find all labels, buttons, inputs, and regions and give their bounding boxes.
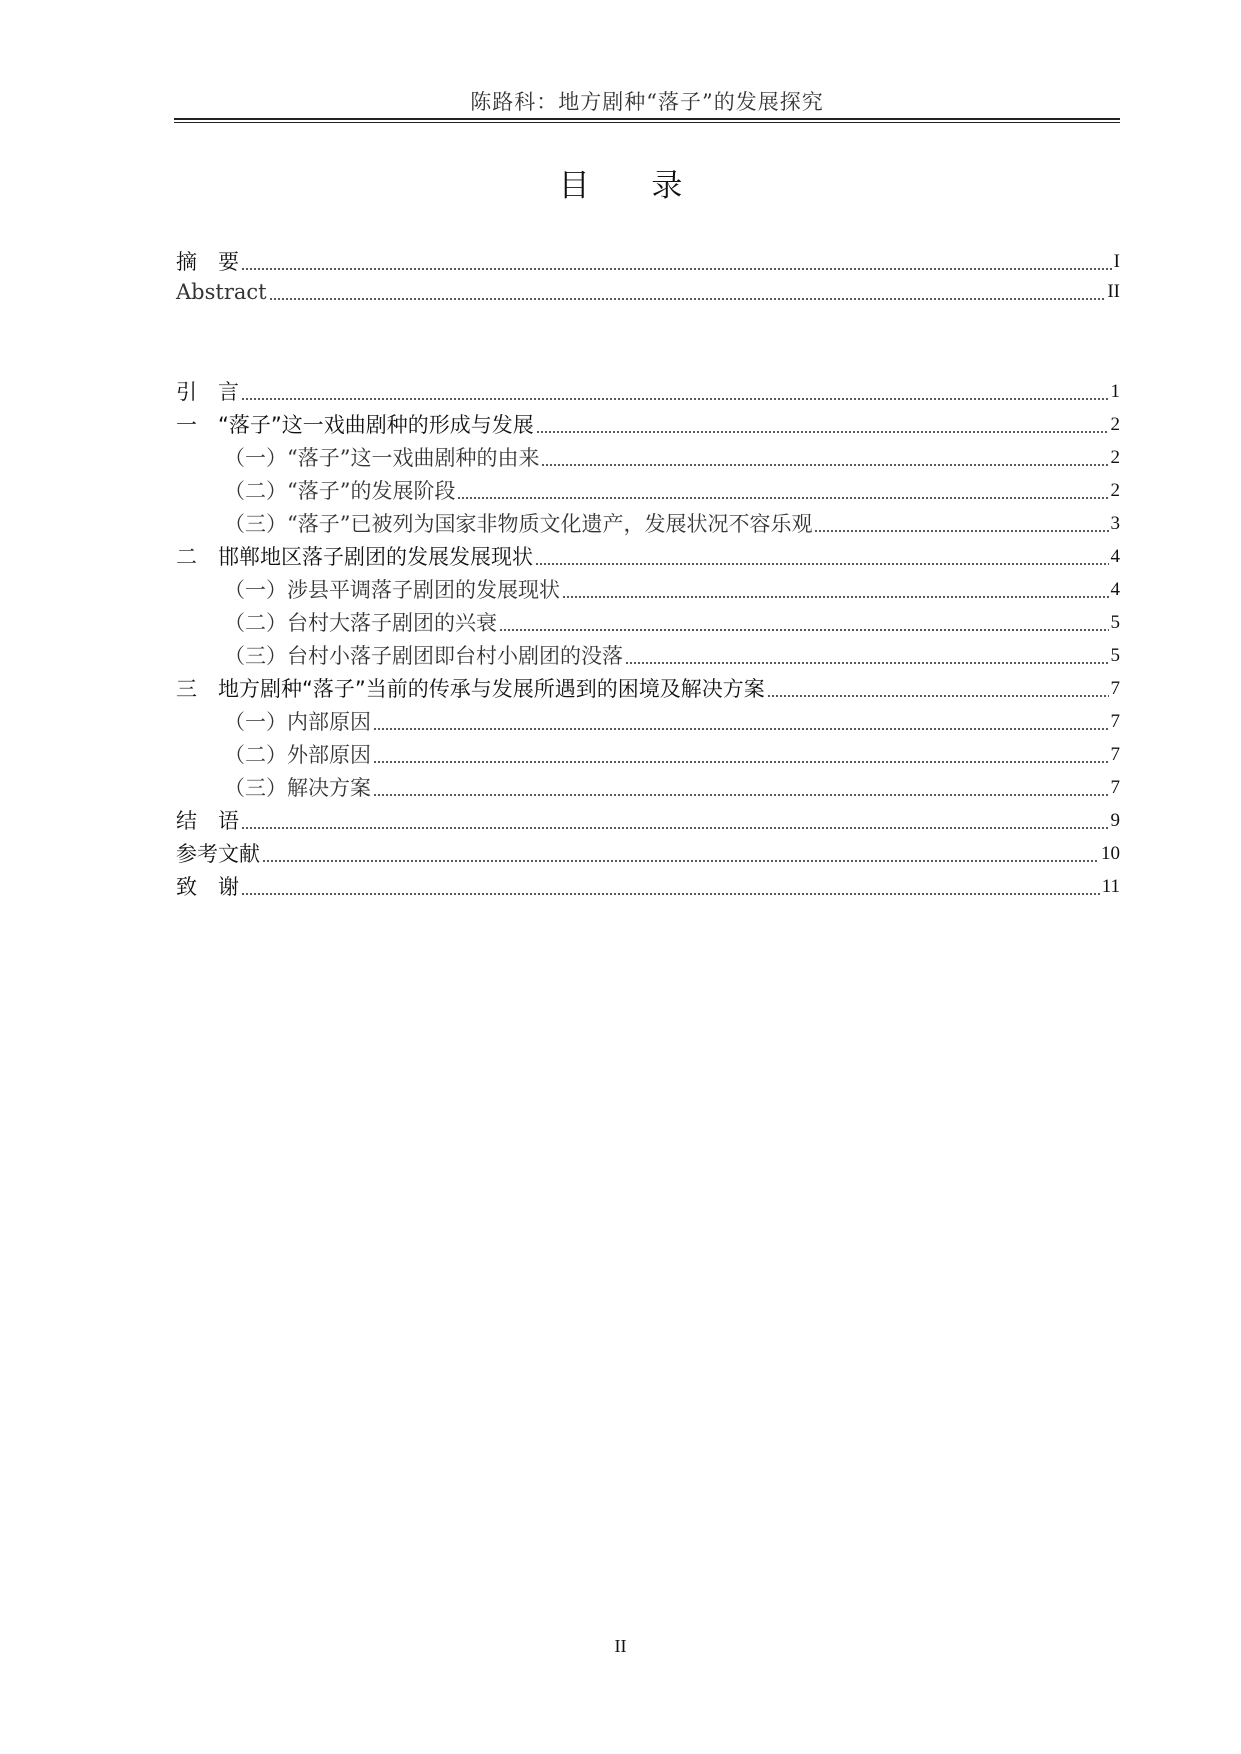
toc-entry-page: 4 bbox=[1110, 546, 1120, 567]
toc-entry-page: I bbox=[1113, 251, 1120, 272]
leader-dots bbox=[269, 298, 1106, 300]
toc-entry-label: （二）台村大落子剧团的兴衰 bbox=[224, 611, 497, 635]
toc-entry-label: 结 语 bbox=[176, 809, 239, 833]
toc-entry-chapter-3[interactable] bbox=[176, 673, 1120, 703]
toc-entry-introduction[interactable] bbox=[176, 376, 1120, 406]
toc-entry-acknowledgements[interactable] bbox=[176, 871, 1120, 901]
leader-dots bbox=[536, 431, 1109, 433]
toc-entry-page: 11 bbox=[1101, 876, 1120, 897]
toc-entry-references[interactable] bbox=[176, 838, 1120, 868]
toc-entry-label: （一）涉县平调落子剧团的发展现状 bbox=[224, 578, 560, 602]
toc-entry-section-2-1[interactable] bbox=[224, 574, 1120, 604]
toc-entry-label: （二）外部原因 bbox=[224, 743, 371, 767]
toc-entry-label: （三）解决方案 bbox=[224, 776, 371, 800]
leader-dots bbox=[767, 695, 1109, 697]
toc-entry-page: 10 bbox=[1101, 843, 1120, 864]
leader-dots bbox=[241, 268, 1112, 270]
toc-entry-conclusion[interactable] bbox=[176, 805, 1120, 835]
toc-entry-label: 三 地方剧种“落子”当前的传承与发展所遇到的困境及解决方案 bbox=[176, 677, 765, 701]
header-rule bbox=[174, 118, 1120, 120]
leader-dots bbox=[541, 464, 1108, 466]
toc-entry-label: （二）“落子”的发展阶段 bbox=[224, 479, 456, 503]
toc-entry-page: 4 bbox=[1110, 579, 1120, 600]
toc-entry-section-2-2[interactable] bbox=[224, 607, 1120, 637]
toc-entry-chapter-2[interactable] bbox=[176, 541, 1120, 571]
toc-entry-section-1-2[interactable] bbox=[224, 475, 1120, 505]
toc-entry-page: 1 bbox=[1110, 381, 1120, 402]
toc-entry-page: 7 bbox=[1110, 678, 1120, 699]
toc-entry-label: （一）“落子”这一戏曲剧种的由来 bbox=[224, 446, 540, 470]
toc-entry-page: 9 bbox=[1110, 810, 1120, 831]
toc-entry-section-1-1[interactable] bbox=[224, 442, 1120, 472]
toc-entry-section-2-3[interactable] bbox=[224, 640, 1120, 670]
toc-entry-page: 2 bbox=[1110, 414, 1120, 435]
toc-entry-label: （三）台村小落子剧团即台村小剧团的没落 bbox=[224, 644, 623, 668]
header-rule-thin bbox=[174, 122, 1120, 123]
toc-entry-page: 7 bbox=[1110, 744, 1120, 765]
leader-dots bbox=[373, 761, 1109, 763]
leader-dots bbox=[241, 893, 1100, 895]
toc-entry-label: 参考文献 bbox=[176, 842, 260, 866]
toc-entry-page: 7 bbox=[1110, 777, 1120, 798]
toc-entry-label: 致 谢 bbox=[176, 875, 239, 899]
leader-dots bbox=[535, 563, 1109, 565]
leader-dots bbox=[562, 596, 1109, 598]
toc-entry-section-3-1[interactable] bbox=[224, 706, 1120, 736]
toc-entry-chapter-1[interactable] bbox=[176, 409, 1120, 439]
toc-entry-page: 2 bbox=[1110, 480, 1120, 501]
leader-dots bbox=[262, 860, 1099, 862]
toc-entry-label: （三）“落子”已被列为国家非物质文化遗产，发展状况不容乐观 bbox=[224, 512, 813, 536]
toc-entry-section-1-3[interactable] bbox=[224, 508, 1120, 538]
toc-entry-label: Abstract bbox=[176, 280, 267, 304]
toc-entry-abstract-en[interactable] bbox=[176, 276, 1120, 306]
toc-entry-page: 7 bbox=[1110, 711, 1120, 732]
toc-entry-page: 3 bbox=[1110, 513, 1120, 534]
toc-title: 目 录 bbox=[558, 168, 709, 204]
toc-entry-label: （一）内部原因 bbox=[224, 710, 371, 734]
toc-entry-label: 一 “落子”这一戏曲剧种的形成与发展 bbox=[176, 413, 534, 437]
running-header: 陈路科：地方剧种“落子”的发展探究 bbox=[470, 90, 824, 114]
leader-dots bbox=[499, 629, 1109, 631]
leader-dots bbox=[457, 497, 1108, 499]
toc-entry-section-3-3[interactable] bbox=[224, 772, 1120, 802]
page-number: II bbox=[614, 1636, 627, 1656]
toc-entry-label: 引 言 bbox=[176, 380, 239, 404]
leader-dots bbox=[814, 530, 1108, 532]
leader-dots bbox=[241, 398, 1109, 400]
toc-entry-abstract-cn[interactable] bbox=[176, 246, 1120, 276]
toc-entry-page: 5 bbox=[1110, 645, 1120, 666]
toc-entry-section-3-2[interactable] bbox=[224, 739, 1120, 769]
leader-dots bbox=[373, 794, 1109, 796]
toc-entry-label: 摘 要 bbox=[176, 250, 239, 274]
leader-dots bbox=[625, 662, 1109, 664]
toc-entry-page: 5 bbox=[1110, 612, 1120, 633]
toc-entry-label: 二 邯郸地区落子剧团的发展发展现状 bbox=[176, 545, 533, 569]
toc-entry-page: II bbox=[1107, 281, 1120, 302]
leader-dots bbox=[241, 827, 1109, 829]
toc-entry-page: 2 bbox=[1110, 447, 1120, 468]
leader-dots bbox=[373, 728, 1109, 730]
